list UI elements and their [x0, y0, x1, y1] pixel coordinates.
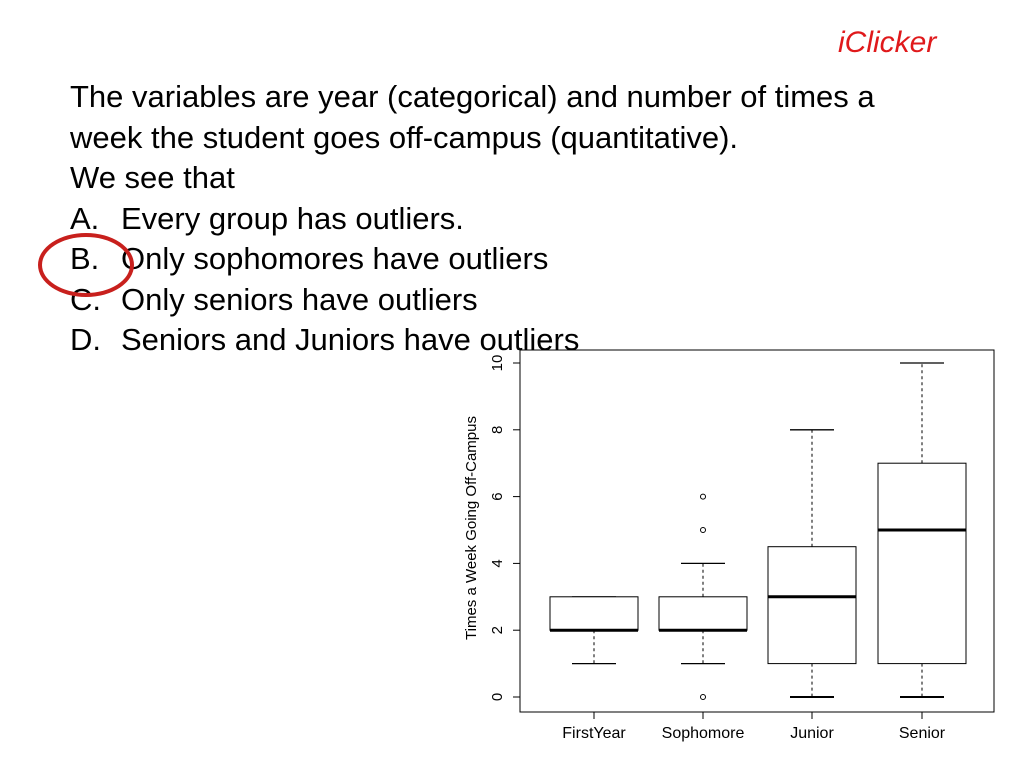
x-tick-label: Senior — [898, 725, 946, 742]
question-line-2: week the student goes off-campus (quantitative). — [70, 119, 739, 155]
question-line-3: We see that — [70, 160, 235, 195]
option-c-text: Only seniors have outliers — [121, 281, 478, 317]
y-tick-label: 0 — [489, 692, 506, 702]
option-b-letter: B. — [70, 241, 100, 276]
option-a — [70, 199, 980, 240]
option-c-letter: C. — [70, 281, 101, 317]
box-iqr — [550, 597, 638, 630]
x-tick-label: Sophomore — [661, 725, 745, 742]
box-iqr — [768, 547, 856, 664]
option-d-text: Seniors and Juniors have outliers — [121, 322, 580, 357]
x-tick-label: Junior — [790, 725, 834, 742]
box-iqr — [878, 463, 966, 663]
outlier-point — [701, 494, 706, 499]
y-tick-label: 10 — [489, 354, 506, 372]
y-tick-label: 6 — [489, 492, 506, 501]
y-tick-label: 8 — [489, 425, 506, 434]
question-text — [70, 77, 980, 361]
option-b — [70, 239, 980, 280]
outlier-point — [701, 695, 706, 700]
option-d-letter: D. — [70, 322, 101, 357]
y-tick-label: 2 — [489, 626, 506, 635]
boxplot-svg — [450, 340, 1010, 760]
option-a-text: Every group has outliers. — [121, 200, 464, 236]
y-axis-label: Times a Week Going Off-Campus — [463, 416, 480, 640]
x-tick-label: FirstYear — [562, 725, 626, 742]
question-line-1: The variables are year (categorical) and number of times a — [70, 79, 875, 114]
y-tick-label: 4 — [489, 559, 506, 568]
option-c — [70, 280, 980, 321]
slide-label: iClicker — [838, 26, 937, 59]
option-b-text: Only sophomores have outliers — [121, 241, 549, 276]
outlier-point — [701, 528, 706, 533]
boxplot-chart — [450, 340, 1010, 760]
box-iqr — [659, 597, 747, 630]
answer-circle — [38, 233, 134, 297]
option-a-letter: A. — [70, 200, 100, 236]
